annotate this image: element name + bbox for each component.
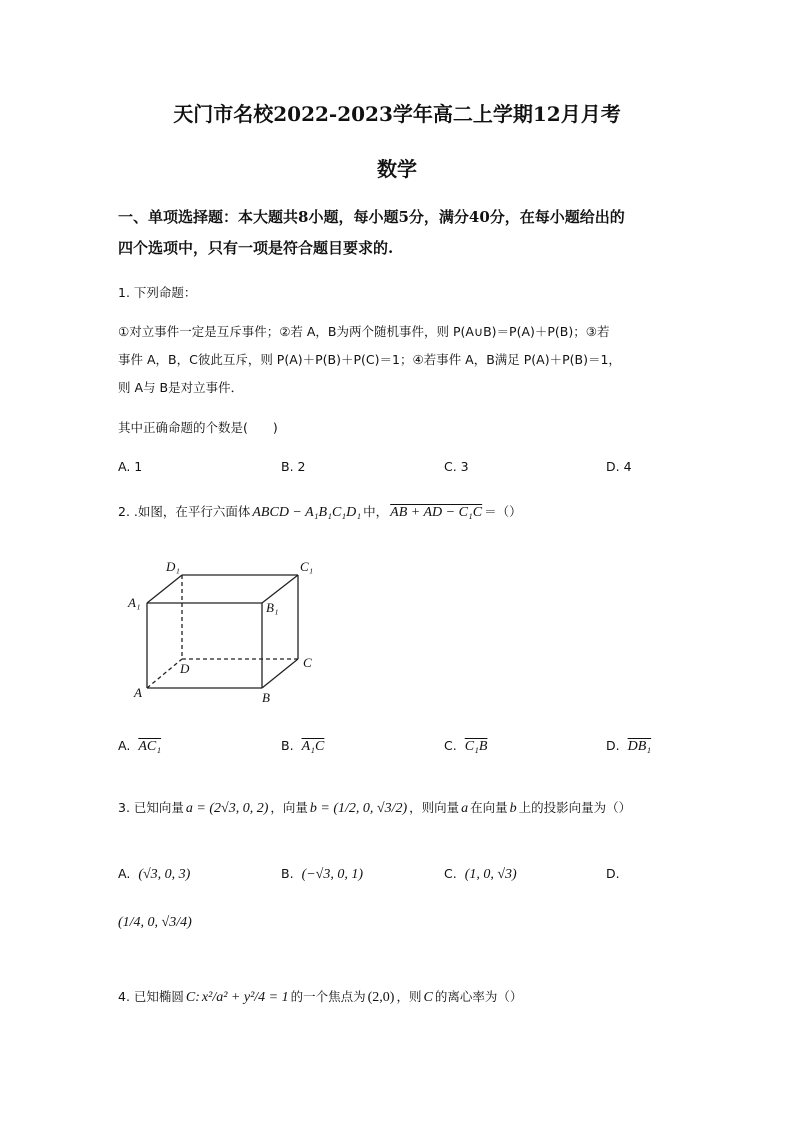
q1-line2: 事件 A，B，C彼此互斥，则 P(A)＋P(B)＋P(C)＝1；④若事件 A，B满足 P(A)＋P(B)＝1， <box>118 352 621 367</box>
vertex-label-d1: D₁ <box>166 559 180 574</box>
q3-stem-e: 上的投影向量为（） <box>518 800 632 815</box>
q3-option-c-letter: C. <box>444 866 457 881</box>
q3-a: a <box>461 801 469 816</box>
vertex-label-a1: A₁ <box>128 595 141 610</box>
edge-b1-c1 <box>262 575 298 603</box>
q1-line1: ①对立事件一定是互斥事件；②若 A，B为两个随机事件，则 P(A∪B)＝P(A)＋P(B)；③若 <box>118 324 610 339</box>
q4-stem-line <box>118 987 522 1006</box>
q1-question: 其中正确命题的个数是( ) <box>118 420 278 435</box>
q3-stem-d: 在向量 <box>470 800 508 815</box>
q3-option-d-value: (1/4, 0, √3/4) <box>118 915 192 930</box>
q3-stem-line <box>118 798 631 817</box>
q1-option-a: A. 1 <box>118 459 143 474</box>
q2-option-a <box>118 738 161 755</box>
q2-tail: ＝（） <box>484 504 522 519</box>
q2-option-c-letter: C. <box>444 738 457 753</box>
parallelepiped-figure <box>120 555 330 710</box>
edge-b-c <box>262 659 298 688</box>
edge-a1-d1 <box>147 575 182 603</box>
vertex-label-b1: B₁ <box>266 600 279 615</box>
q2-option-b-value: A₁C <box>301 739 325 754</box>
q2-option-d-value: DB₁ <box>627 739 652 754</box>
page-title: 天门市名校2022-2023学年高二上学期12月月考 <box>173 102 621 126</box>
q3-vector-b: b = (1/2, 0, √3/2) <box>309 801 408 816</box>
q1-option-b: B. 2 <box>281 459 306 474</box>
q2-option-a-letter: A. <box>118 738 131 753</box>
q3-option-a-value: (√3, 0, 3) <box>138 867 191 882</box>
edge-a-d <box>147 659 182 688</box>
q2-stem-line <box>118 502 522 521</box>
q4-stem-c: ，则 <box>396 989 422 1004</box>
q4-stem-d: 的离心率为（） <box>434 989 523 1004</box>
section-heading-line1: 一、单项选择题：本大题共8小题，每小题5分，满分40分，在每小题给出的 <box>118 208 625 226</box>
q3-option-a <box>118 866 190 883</box>
vertex-label-a: A <box>134 685 142 700</box>
q1-option-c: C. 3 <box>444 459 469 474</box>
q2-option-c <box>444 738 487 755</box>
q2-vector-expression: AB + AD − C₁C <box>390 505 483 520</box>
q4-curve: C: <box>185 990 200 1005</box>
q2-solid: ABCD − A₁B₁C₁D₁ <box>252 505 362 520</box>
q1-stem: 1. 下列命题： <box>118 285 197 300</box>
q1-option-d: D. 4 <box>606 459 632 474</box>
q2-option-b-letter: B. <box>281 738 294 753</box>
q3-vector-a: a = (2√3, 0, 2) <box>185 801 269 816</box>
q3-stem-a: 3. 已知向量 <box>118 800 184 815</box>
q3-option-c <box>444 866 517 883</box>
q2-option-a-value: AC₁ <box>138 739 162 754</box>
vertex-label-b: B <box>262 690 270 705</box>
q4-equation: x²/a² + y²/4 = 1 <box>201 990 289 1005</box>
subject-title: 数学 <box>377 157 417 181</box>
q3-b: b <box>509 801 517 816</box>
q2-option-c-value: C₁B <box>464 739 488 754</box>
q4-point: (2,0) <box>367 990 395 1005</box>
q3-option-d-letter: D. <box>606 866 620 881</box>
q1-line3: 则 A与 B是对立事件． <box>118 380 244 395</box>
q3-option-b <box>281 866 363 883</box>
q3-stem-c: ，则向量 <box>409 800 460 815</box>
q4-stem-b: 的一个焦点为 <box>290 989 366 1004</box>
q3-option-b-letter: B. <box>281 866 294 881</box>
q4-c: C <box>423 990 433 1005</box>
q3-option-b-value: (−√3, 0, 1) <box>301 867 364 882</box>
q2-stem: 2. .如图，在平行六面体 <box>118 504 251 519</box>
section-heading-line2: 四个选项中，只有一项是符合题目要求的. <box>118 239 394 257</box>
q2-option-d <box>606 738 651 755</box>
q2-mid: 中， <box>363 504 389 519</box>
q4-stem-a: 4. 已知椭圆 <box>118 989 184 1004</box>
q3-stem-b: ，向量 <box>270 800 308 815</box>
vertex-label-c1: C₁ <box>300 559 314 574</box>
q3-option-c-value: (1, 0, √3) <box>464 867 517 882</box>
q3-option-a-letter: A. <box>118 866 131 881</box>
vertex-label-c: C <box>303 655 312 670</box>
q2-option-b <box>281 738 324 755</box>
q2-option-d-letter: D. <box>606 738 620 753</box>
vertex-label-d: D <box>180 661 190 676</box>
